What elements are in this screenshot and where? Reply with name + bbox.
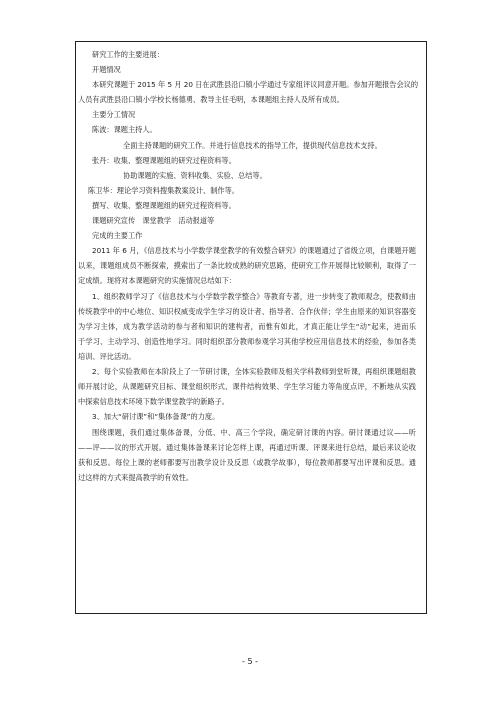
main-work-heading: 完成的主要工作 <box>92 231 143 240</box>
member-chen-weihua-detail: 撰写、收集、整理课题组的研究过程资料等。 <box>92 201 236 210</box>
member-chen-bo: 陈波：课题主持人。 <box>92 125 157 134</box>
opening-paragraph-line-2: 人员有武胜县沿口镇小学校长杨德勇、教导主任毛明，本课题组主持人及所有成员。 <box>78 95 344 104</box>
item-3-line-2: ——评——议的形式开展。通过集体备课来讨论怎样上课，再通过听课、评课来进行总结，最后来议论收 <box>78 443 416 452</box>
item-2-line-1: 2、每个实验教师在本阶段上了一节研讨课，全体实验教师及相关学科教师到堂听课，再组织课题组教 <box>92 367 416 376</box>
member-chen-bo-detail: 全面主持课题的研究工作。并进行信息技术的指导工作，提供现代信息技术支持。 <box>123 141 382 150</box>
item-1-line-3: 为学习主体，成为教学活动的参与者和知识的建构者，而惟有如此，才真正能让学生“动”起来，进而乐 <box>78 322 416 331</box>
member-zhang-dan-detail: 协助课题的实施、资料收集、实验、总结等。 <box>123 171 267 180</box>
opening-paragraph-line-1: 本研究课题于 2015 年 5 月 20 日在武胜县沿口镇小学通过专家组评议同意开题。参加开题报告会议的 <box>92 80 419 89</box>
opening-heading: 开题情况 <box>92 65 121 74</box>
publicity-line: 课题研究宣传 课堂教学 活动报道等 <box>92 216 215 225</box>
item-3-line-4: 过这样的方式来提高教学的有效性。 <box>78 473 194 482</box>
item-1-line-2: 传统教学中的中心地位、知识权威变成学生学习的设计者、指导者、合作伙伴；学生由原来的知识容器变 <box>78 307 416 316</box>
item-3-line-3: 获和反思。每位上课的老师都要写出教学设计及反思（或教学故事），每位教师都要写出评课和反思。通 <box>78 458 416 467</box>
progress-title: 研究工作的主要进展： <box>92 50 164 59</box>
main-work-line-3: 定成绩。现将对本课题研究的实施情况总结如下： <box>78 276 237 285</box>
page-number: - 5 - <box>242 657 258 666</box>
main-work-line-2: 以来，课题组成员不断探索，摸索出了一条比较成熟的研究思路，使研究工作开展得比较顺利，取得了一 <box>78 261 416 270</box>
main-work-line-1: 2011 年 6 月，《信息技术与小学数学课堂教学的有效整合研究》的课题通过了省级立项，自课题开题 <box>92 246 416 255</box>
item-1-line-1: 1、组织教师学习了《信息技术与小学数学教学整合》等教育专著，进一步转变了教师观念，使教师由 <box>92 292 416 301</box>
item-2-line-3: 中探索信息技术环境下数学课堂教学的新路子。 <box>78 397 229 406</box>
item-1-line-4: 于学习、主动学习、创造性地学习。同时组织部分教师参观学习其他学校应用信息技术的经验，参加各类 <box>78 337 416 346</box>
item-3-line-1: 围绕课题，我们通过集体备课，分低、中、高三个学段，确定研讨课的内容。研讨课通过议——听 <box>92 428 416 437</box>
division-heading: 主要分工情况 <box>92 110 136 119</box>
item-2-line-2: 师开展讨论，从课题研究目标、课堂组织形式、课件结构效果、学生学习能力等角度点评，不断地从实践 <box>78 382 416 391</box>
item-1-line-5: 培训、评比活动。 <box>78 352 136 361</box>
member-zhang-dan: 张丹：收集、整理课题组的研究过程资料等。 <box>92 156 236 165</box>
member-chen-weihua: 陈卫华：理论学习资料搜集教案设计、制作等。 <box>88 186 239 195</box>
item-3-heading: 3、加大“研讨课”和“集体备课”的力度。 <box>92 412 220 421</box>
